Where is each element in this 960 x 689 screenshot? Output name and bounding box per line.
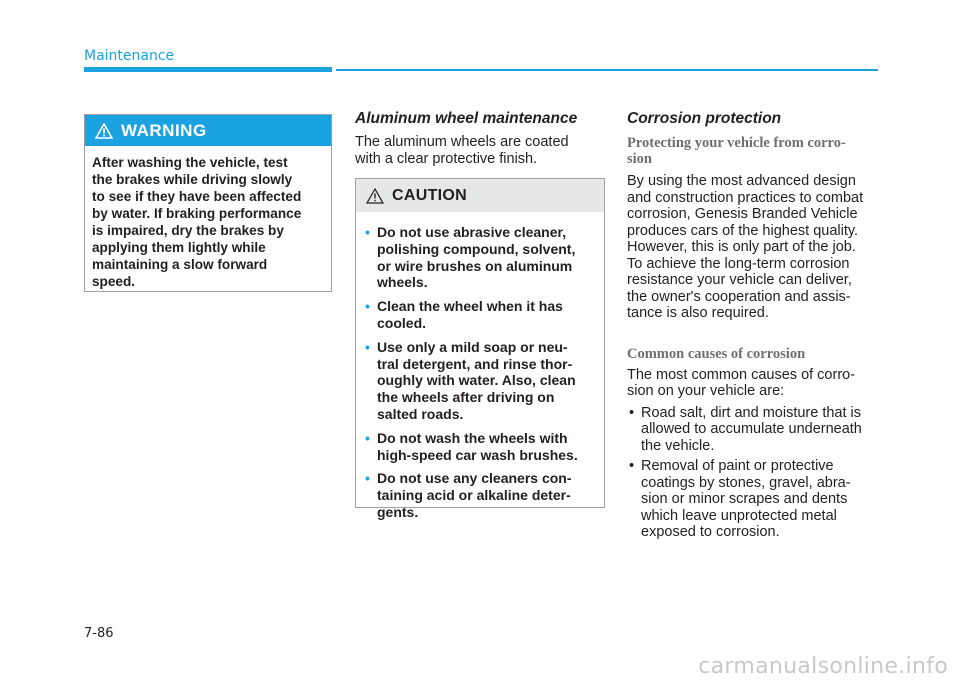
- warning-line: the brakes while driving slowly: [92, 172, 293, 187]
- aluminum-heading: Aluminum wheel maintenance: [355, 110, 578, 127]
- caution-line: tral detergent, and rinse thor-: [377, 355, 573, 372]
- header-rule-thin: [336, 69, 878, 71]
- paragraph-line: and construction practices to combat: [627, 189, 864, 206]
- subheading-line: Protecting your vehicle from corro-: [627, 135, 846, 151]
- caution-item: [365, 298, 596, 332]
- caution-line: gents.: [377, 503, 419, 520]
- warning-line: applying them lightly while: [92, 240, 266, 255]
- warning-box: [84, 114, 332, 292]
- bullet-dot-icon: •: [365, 224, 370, 240]
- causes-list: [627, 405, 878, 541]
- bullet-dot-icon: •: [365, 470, 370, 487]
- caution-list: [356, 212, 604, 521]
- page-number: 7-86: [84, 626, 114, 641]
- caution-triangle-icon: [366, 188, 384, 204]
- list-item: [627, 405, 878, 455]
- list-line: sion or minor scrapes and dents: [641, 491, 848, 507]
- warning-line: by water. If braking performance: [92, 206, 302, 221]
- warning-triangle-icon: [95, 123, 113, 139]
- list-line: allowed to accumulate underneath: [641, 421, 862, 437]
- caution-line: polishing compound, solvent,: [377, 240, 576, 257]
- paragraph-line: the owner's cooperation and assis-: [627, 288, 851, 305]
- corrosion-subheading: [627, 135, 878, 167]
- paragraph-line: produces cars of the highest quality.: [627, 222, 859, 239]
- caution-line: the wheels after driving on: [377, 389, 555, 406]
- warning-line: maintaining a slow forward: [92, 257, 268, 272]
- caution-line: Do not use abrasive cleaner,: [377, 224, 567, 240]
- corrosion-heading: Corrosion protection: [627, 110, 782, 127]
- caution-box: [355, 178, 605, 520]
- paragraph-line: To achieve the long-term corrosion: [627, 255, 850, 272]
- subheading-line: sion: [627, 151, 652, 167]
- warning-line: After washing the vehicle, test: [92, 155, 288, 170]
- warning-line: to see if they have been affected: [92, 189, 302, 204]
- paragraph-line: resistance your vehicle can deliver,: [627, 272, 852, 288]
- caution-line: Use only a mild soap or neu-: [377, 338, 568, 355]
- aluminum-section: [355, 110, 605, 167]
- caution-item: [365, 339, 596, 423]
- caution-item: [365, 470, 596, 520]
- caution-line: cooled.: [377, 314, 427, 331]
- list-line: exposed to corrosion.: [641, 524, 780, 540]
- list-line: Road salt, dirt and moisture that is: [641, 404, 862, 421]
- warning-line: is impaired, dry the brakes by: [92, 223, 284, 238]
- aluminum-line: with a clear protective finish.: [355, 150, 538, 167]
- caution-line: taining acid or alkaline deter-: [377, 487, 571, 504]
- caution-header: [356, 179, 604, 212]
- aluminum-text: [355, 134, 605, 167]
- bullet-dot-icon: •: [365, 429, 370, 446]
- warning-line: speed.: [92, 274, 136, 289]
- warning-title: WARNING: [121, 120, 207, 140]
- caution-line: oughly with water. Also, clean: [377, 372, 576, 389]
- paragraph-line: corrosion, Genesis Branded Vehicle: [627, 206, 858, 222]
- paragraph-line: sion on your vehicle are:: [627, 383, 785, 399]
- bullet-dot-icon: •: [365, 338, 370, 355]
- list-item: [627, 458, 878, 541]
- corrosion-section: [627, 110, 878, 545]
- paragraph-line: tance is also required.: [627, 305, 769, 321]
- caution-line: Clean the wheel when it has: [377, 298, 563, 315]
- paragraph-line: However, this is only part of the job.: [627, 239, 856, 255]
- aluminum-line: The aluminum wheels are coated: [355, 134, 569, 150]
- caution-item: [365, 224, 596, 291]
- list-line: Removal of paint or protective: [641, 458, 834, 474]
- common-causes-heading: Common causes of corrosion: [627, 345, 806, 362]
- caution-line: salted roads.: [377, 405, 464, 422]
- caution-item: [365, 430, 596, 464]
- bullet-dot-icon: •: [629, 458, 635, 474]
- list-line: which leave unprotected metal: [641, 507, 837, 524]
- corrosion-paragraph: [627, 173, 878, 322]
- caution-line: or wire brushes on aluminum: [377, 257, 573, 274]
- list-line: the vehicle.: [641, 437, 715, 454]
- paragraph-line: By using the most advanced design: [627, 173, 856, 189]
- caution-line: Do not use any cleaners con-: [377, 470, 572, 487]
- section-label: Maintenance: [84, 48, 175, 64]
- list-line: coatings by stones, gravel, abra-: [641, 474, 851, 491]
- caution-line: wheels.: [377, 274, 428, 291]
- watermark: carmanualsonline.info: [698, 654, 948, 679]
- bullet-dot-icon: •: [629, 404, 635, 421]
- bullet-dot-icon: •: [365, 298, 370, 315]
- warning-header: [85, 115, 331, 146]
- caution-title: CAUTION: [392, 186, 467, 204]
- warning-text: [85, 146, 331, 290]
- paragraph-line: The most common causes of corro-: [627, 366, 856, 383]
- header-rule-thick: [84, 67, 332, 72]
- caution-line: Do not wash the wheels with: [377, 429, 568, 446]
- caution-line: high-speed car wash brushes.: [377, 446, 578, 463]
- common-causes-paragraph: [627, 367, 878, 400]
